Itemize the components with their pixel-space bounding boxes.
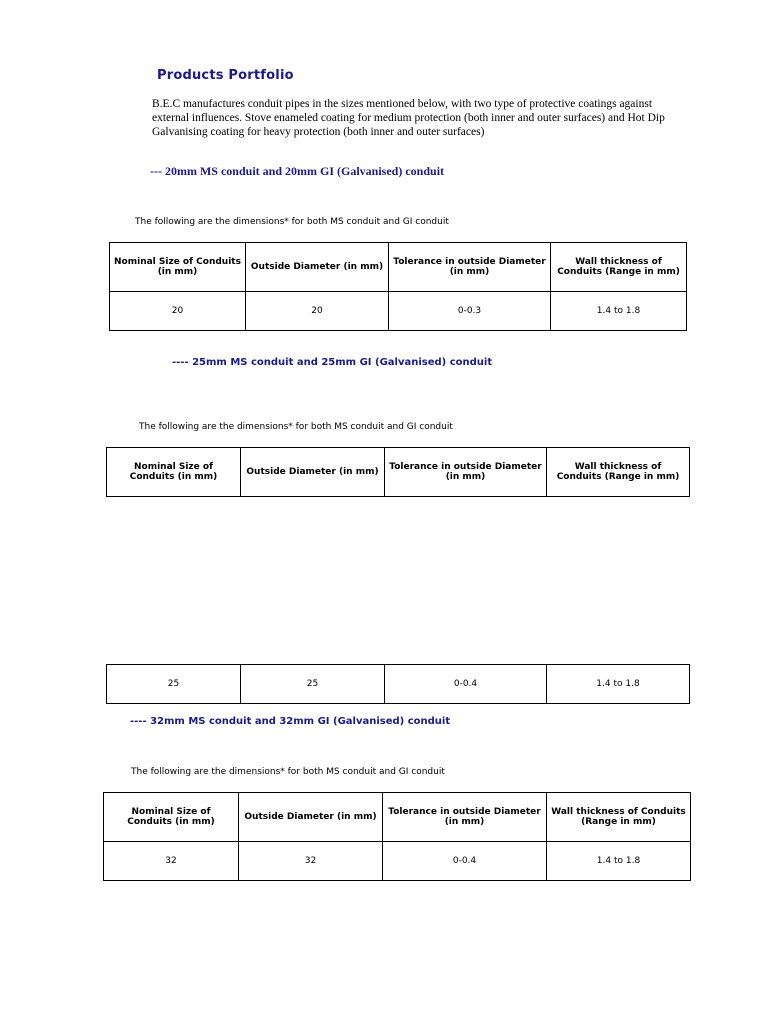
dimensions-table-32mm (103, 792, 691, 881)
dimensions-note: The following are the dimensions* for both MS conduit and GI conduit (131, 767, 445, 777)
section-heading-32mm: ---- 32mm MS conduit and 32mm GI (Galvanised) conduit (130, 716, 451, 727)
cell-wall-thickness: 1.4 to 1.8 (551, 292, 687, 331)
cell-nominal-size: 20 (110, 292, 246, 331)
header-wall-thickness: Wall thickness of Conduits (Range in mm) (547, 793, 691, 842)
cell-outside-diameter: 25 (241, 665, 385, 704)
table-header-row (107, 448, 690, 497)
table-row (104, 842, 691, 881)
dimensions-table-25mm-body (106, 664, 690, 704)
header-tolerance: Tolerance in outside Diameter (in mm) (385, 448, 547, 497)
table-row (110, 292, 687, 331)
header-outside-diameter: Outside Diameter (in mm) (246, 243, 389, 292)
dimensions-table-20mm (109, 242, 687, 331)
header-tolerance: Tolerance in outside Diameter (in mm) (383, 793, 547, 842)
header-wall-thickness: Wall thickness of Conduits (Range in mm) (547, 448, 690, 497)
table-row (107, 665, 690, 704)
header-wall-thickness: Wall thickness of Conduits (Range in mm) (551, 243, 687, 292)
cell-wall-thickness: 1.4 to 1.8 (547, 842, 691, 881)
cell-nominal-size: 32 (104, 842, 239, 881)
intro-paragraph: B.E.C manufactures conduit pipes in the sizes mentioned below, with two type of protective coatings against external influences. Stove enameled coating for medium protection (both inner and outer surfaces) and Hot Dip Galvanising coating for heavy protection (both inner and outer surfaces) (152, 98, 665, 138)
dimensions-note: The following are the dimensions* for both MS conduit and GI conduit (139, 422, 453, 432)
header-nominal-size: Nominal Size of Conduits (in mm) (104, 793, 239, 842)
header-outside-diameter: Outside Diameter (in mm) (241, 448, 385, 497)
cell-nominal-size: 25 (107, 665, 241, 704)
header-outside-diameter: Outside Diameter (in mm) (239, 793, 383, 842)
table-header-row (104, 793, 691, 842)
section-heading-20mm: --- 20mm MS conduit and 20mm GI (Galvanised) conduit (150, 164, 445, 178)
cell-tolerance: 0-0.3 (389, 292, 551, 331)
table-header-row (110, 243, 687, 292)
page-title: Products Portfolio (157, 68, 294, 83)
cell-tolerance: 0-0.4 (385, 665, 547, 704)
cell-outside-diameter: 32 (239, 842, 383, 881)
cell-tolerance: 0-0.4 (383, 842, 547, 881)
section-heading-25mm: ---- 25mm MS conduit and 25mm GI (Galvanised) conduit (172, 357, 493, 368)
cell-wall-thickness: 1.4 to 1.8 (547, 665, 690, 704)
dimensions-note: The following are the dimensions* for both MS conduit and GI conduit (135, 217, 449, 227)
header-nominal-size: Nominal Size of Conduits (in mm) (110, 243, 246, 292)
cell-outside-diameter: 20 (246, 292, 389, 331)
header-nominal-size: Nominal Size of Conduits (in mm) (107, 448, 241, 497)
header-tolerance: Tolerance in outside Diameter (in mm) (389, 243, 551, 292)
dimensions-table-25mm-header (106, 447, 690, 497)
